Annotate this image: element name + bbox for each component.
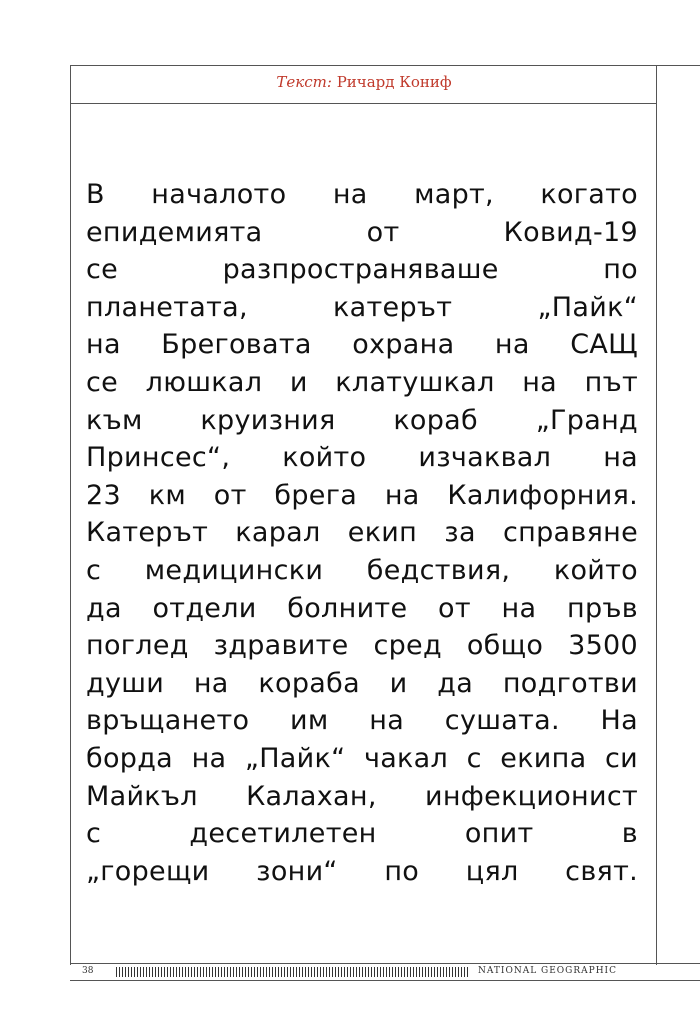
article-body [86, 176, 638, 890]
body-line: да отдели болните от на пръв [86, 592, 638, 624]
credit-label: Текст: [276, 73, 332, 91]
frame-left-rule [70, 65, 71, 965]
page-number: 38 [82, 966, 94, 976]
body-line: се разпространяваше по [86, 254, 638, 286]
body-line: В началото на март, когато [86, 179, 638, 210]
body-line: борда на „Пайк“ чакал с екипа си [86, 742, 638, 774]
body-line: с медицински бедствия, който [86, 554, 638, 586]
body-line: Принсес“, който изчаквал на [86, 442, 638, 474]
body-line: връщането им на сушата. На [86, 705, 638, 737]
body-line: души на кораба и да подготви [86, 667, 638, 699]
frame-top-rule [70, 65, 700, 66]
body-line: Майкъл Калахан, инфекционист [86, 780, 638, 812]
body-line: към круизния кораб „Гранд [86, 404, 638, 436]
frame-right-rule [656, 65, 657, 965]
author-credit [71, 73, 657, 101]
body-line: епидемията от Ковид-19 [86, 216, 638, 248]
body-line: „горещи зони“ по цял свят. [86, 855, 638, 887]
body-line: 23 км от брега на Калифорния. [86, 479, 638, 511]
body-line: поглед здравите сред общо 3500 [86, 630, 638, 662]
barcode-ornament [116, 967, 468, 977]
body-line: планетата, катерът „Пайк“ [86, 291, 638, 323]
credit-divider [70, 103, 657, 104]
body-line: с десетилетен опит в [86, 818, 638, 850]
footer-bottom-rule [70, 980, 700, 981]
magazine-name: NATIONAL GEOGRAPHIC [478, 966, 617, 976]
credit-author: Ричард Кониф [336, 73, 452, 91]
body-line: Катерът карал екип за справяне [86, 517, 638, 549]
footer-top-rule [70, 963, 700, 964]
body-line: се люшкал и клатушкал на път [86, 366, 638, 398]
body-line: на Бреговата охрана на САЩ [86, 329, 638, 361]
